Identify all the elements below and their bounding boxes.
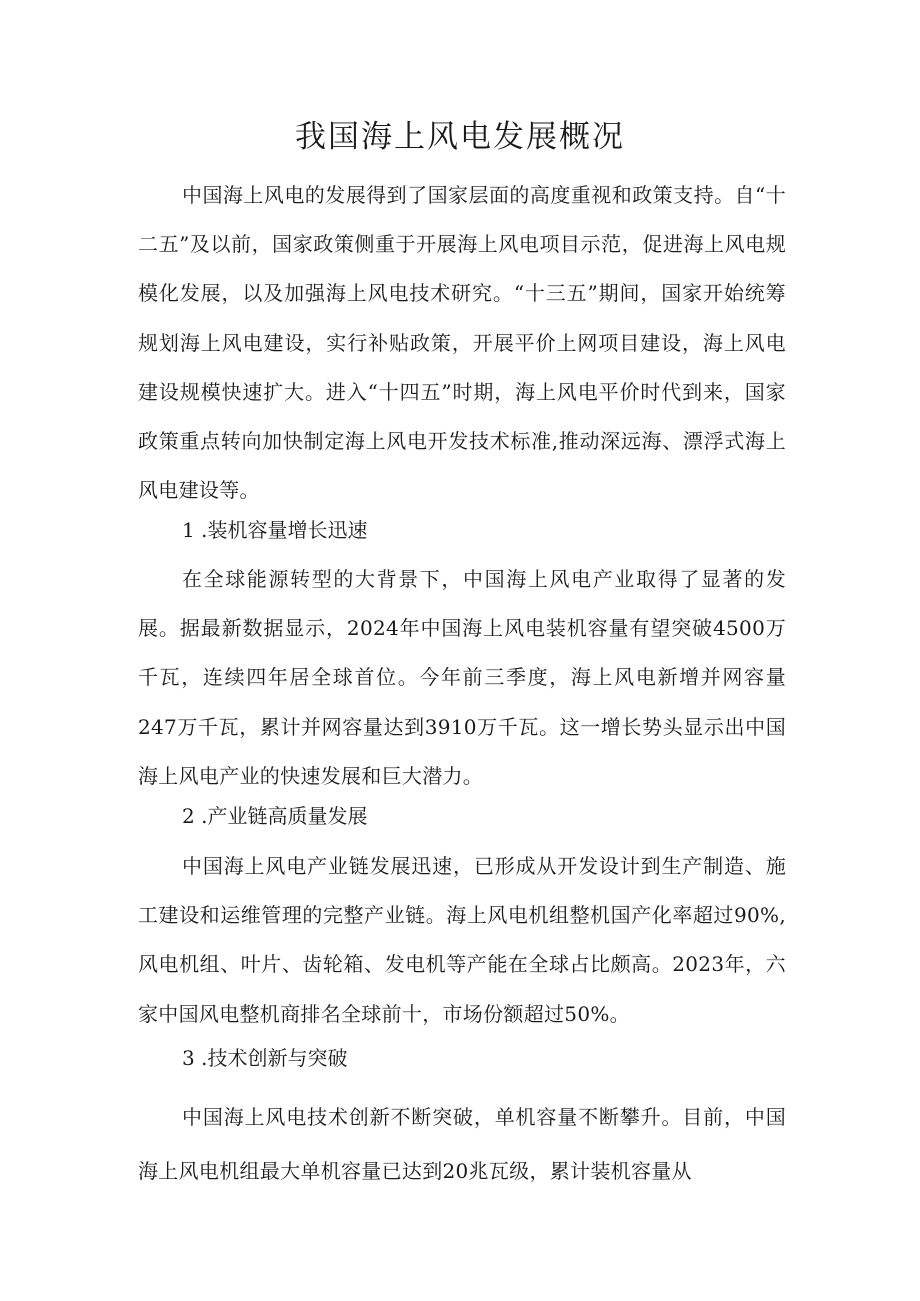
section-heading-capacity: 1 .装机容量增长迅速 xyxy=(182,518,368,542)
section-paragraph-innovation: 中国海上风电技术创新不断突破，单机容量不断攀升。目前，中国海上风电机组最大单机容量已达到20兆瓦级，累计装机容量从 xyxy=(138,1105,786,1183)
section-paragraph-capacity: 在全球能源转型的大背景下，中国海上风电产业取得了显著的发展。据最新数据显示，2024年中国海上风电装机容量有望突破4500万千瓦，连续四年居全球首位。今年前三季度，海上风电新增并网容量247万千瓦，累计并网容量达到3910万千瓦。这一增长势头显示出中国海上风电产业的快速发展和巨大潜力。 xyxy=(138,567,786,788)
document-title: 我国海上风电发展概况 xyxy=(295,119,625,155)
section-heading-innovation: 3 .技术创新与突破 xyxy=(182,1046,348,1070)
section-heading-industry-chain: 2 .产业链高质量发展 xyxy=(182,804,368,828)
intro-paragraph: 中国海上风电的发展得到了国家层面的高度重视和政策支持。自“十二五”及以前，国家政策侧重于开展海上风电项目示范，促进海上风电规模化发展，以及加强海上风电技术研究。“十三五”期间，国家开始统筹规划海上风电建设，实行补贴政策，开展平价上网项目建设，海上风电建设规模快速扩大。进入“十四五”时期，海上风电平价时代到来，国家政策重点转向加快制定海上风电开发技术标准,推动深远海、漂浮式海上风电建设等。 xyxy=(138,183,786,503)
section-paragraph-industry-chain: 中国海上风电产业链发展迅速，已形成从开发设计到生产制造、施工建设和运维管理的完整产业链。海上风电机组整机国产化率超过90%,风电机组、叶片、齿轮箱、发电机等产能在全球占比颇高。2023年，六家中国风电整机商排名全球前十，市场份额超过50%。 xyxy=(138,854,786,1026)
